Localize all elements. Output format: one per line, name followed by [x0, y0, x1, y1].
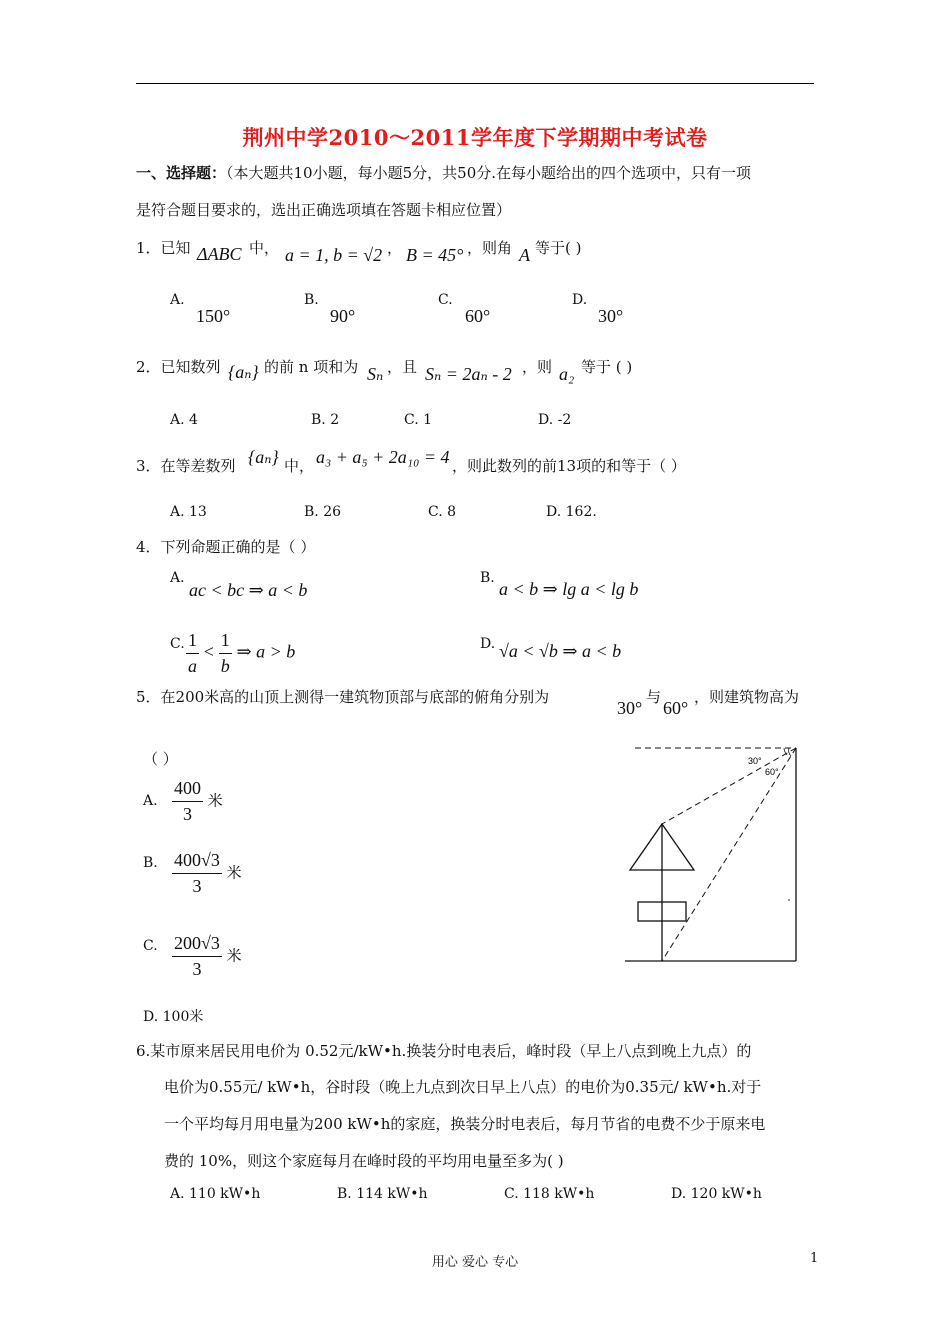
q6-option-a: A. 110 kW•h — [170, 1186, 261, 1202]
q5-b-den: 3 — [192, 876, 202, 896]
q1-option-d-value: 30° — [598, 306, 624, 326]
q4-c-num2: 1 — [219, 630, 232, 654]
q3-option-c: C. 8 — [428, 504, 457, 520]
q4-c-lt: < — [203, 641, 214, 662]
q4-c-den2: b — [220, 656, 230, 676]
section-intro-line1 — [136, 164, 751, 182]
question-5-prefix: 5．在200米高的山顶上测得一建筑物顶部与底部的俯角分别为 — [136, 688, 550, 706]
question-5-paren: （ ） — [143, 750, 178, 768]
q4-option-a-label: A. — [170, 570, 185, 586]
question-5-angle2: 60° — [663, 698, 689, 718]
q5-option-b-label: B. — [143, 855, 158, 871]
header-rule — [136, 83, 814, 84]
question-2-a2: a₂ — [559, 364, 575, 384]
question-1-tail: ，则角 — [467, 239, 513, 257]
q5-c-den: 3 — [192, 959, 202, 979]
q5-a-unit: 米 — [207, 791, 223, 810]
page-footer: 用心 爱心 专心 — [431, 1255, 519, 1270]
q5-c-num: 200√3 — [172, 933, 222, 957]
q1-option-a-label: A. — [170, 292, 185, 308]
q2-option-a: A. 4 — [170, 412, 198, 428]
q5-a-fraction — [172, 778, 203, 825]
figure-angle-30: 30° — [748, 756, 762, 766]
q5-option-a-label: A. — [143, 793, 158, 809]
question-1-mid: 中， — [249, 239, 280, 257]
q6-option-c: C. 118 kW•h — [504, 1186, 595, 1202]
q4-option-d-label: D. — [480, 636, 496, 652]
section-intro-text: （本大题共10小题，每小题5分，共50分.在每小题给出的四个选项中，只有一项 — [226, 164, 752, 182]
q4-option-c-label: C. — [170, 636, 185, 652]
q4-c-fraction-1 — [186, 630, 199, 677]
question-3-prefix: 3．在等差数列 — [136, 457, 236, 475]
q4-c-num1: 1 — [186, 630, 199, 654]
q2-option-c: C. 1 — [404, 412, 433, 428]
question-5-mid: 与 — [646, 688, 662, 706]
question-4-stem: 4．下列命题正确的是（ ） — [136, 538, 316, 556]
q5-option-c — [172, 933, 242, 980]
q4-c-rest: ⇒ a > b — [236, 641, 296, 662]
q3-option-d: D. 162. — [546, 504, 597, 520]
question-2-sn: Sₙ — [367, 364, 384, 384]
question-3-mid: 中， — [284, 457, 315, 475]
q1-option-b-label: B. — [304, 292, 319, 308]
question-1-cond1: a = 1, b = √2 — [285, 245, 383, 265]
q1-option-a-value: 150° — [196, 306, 231, 326]
question-2-eq: Sₙ = 2aₙ - 2 — [425, 364, 512, 384]
q4-option-c — [186, 630, 295, 677]
sight-line-bottom — [662, 748, 796, 961]
page-number: 1 — [810, 1251, 819, 1266]
q6-option-d: D. 120 kW•h — [671, 1186, 762, 1202]
question-2-prefix: 2．已知数列 — [136, 358, 221, 376]
question-3-end: ，则此数列的前13项的和等于（ ） — [452, 457, 686, 475]
question-1-var: A — [519, 245, 530, 265]
mountain-building-figure — [620, 742, 805, 967]
q5-a-num: 400 — [172, 778, 203, 802]
sight-line-top — [662, 748, 796, 824]
question-1-comma: ， — [387, 239, 403, 257]
question-5-end: ，则建筑物高为 — [694, 688, 800, 706]
question-3-seq: {aₙ} — [248, 447, 279, 467]
q1-option-b-value: 90° — [330, 306, 356, 326]
question-6-line4: 费的 10%，则这个家庭每月在峰时段的平均用电量至多为( ) — [164, 1152, 564, 1170]
question-1-triangle: ΔABC — [197, 244, 242, 264]
question-5-angle1: 30° — [617, 698, 643, 718]
q3-option-a: A. 13 — [170, 504, 207, 520]
question-6-line2: 电价为0.55元/ kW•h，谷时段（晚上九点到次日早上八点）的电价为0.35元/ kW•h.对于 — [164, 1078, 762, 1096]
q5-b-unit: 米 — [226, 863, 242, 882]
figure-angle-60: 60° — [765, 767, 779, 777]
q1-option-c-value: 60° — [465, 306, 491, 326]
question-6-line1: 6.某市原来居民用电价为 0.52元/kW•h.换装分时电表后，峰时段（早上八点到晚上九点）的 — [136, 1042, 752, 1060]
q4-option-b: a < b ⇒ lg a < lg b — [499, 579, 639, 599]
question-2-mid2: ，且 — [387, 358, 418, 376]
q5-option-c-label: C. — [143, 938, 158, 954]
q2-option-d: D. -2 — [538, 412, 572, 428]
question-2-mid: 的前 n 项和为 — [264, 358, 359, 376]
q3-option-b: B. 26 — [304, 504, 342, 520]
q5-c-fraction — [172, 933, 222, 980]
q4-option-b-label: B. — [480, 570, 495, 586]
question-1-end: 等于( ) — [535, 239, 582, 257]
question-2-end: 等于 ( ) — [581, 358, 633, 376]
q4-c-den1: a — [188, 656, 197, 676]
section-intro-line2: 是符合题目要求的，选出正确选项填在答题卡相应位置） — [136, 201, 512, 219]
angle-arc-60 — [789, 748, 791, 756]
q4-option-d: √a < √b ⇒ a < b — [499, 641, 622, 661]
q6-option-b: B. 114 kW•h — [337, 1186, 428, 1202]
question-3-eq: a₃ + a₅ + 2a₁₀ = 4 — [316, 447, 450, 467]
q4-c-fraction-2 — [219, 630, 232, 677]
q2-option-b: B. 2 — [311, 412, 340, 428]
figure-dot — [788, 899, 790, 901]
q5-c-unit: 米 — [226, 946, 242, 965]
q5-option-d: D. 100米 — [143, 1009, 204, 1025]
question-1-prefix: 1．已知 — [136, 239, 191, 257]
q5-option-b — [172, 850, 242, 897]
page-title: 荆州中学2010～2011学年度下学期期中考试卷 — [242, 125, 708, 150]
question-1-cond2: B = 45° — [406, 245, 464, 265]
q5-a-den: 3 — [183, 804, 192, 824]
question-2-tail: ，则 — [522, 358, 553, 376]
q5-option-a — [172, 778, 223, 825]
q4-option-a: ac < bc ⇒ a < b — [189, 580, 308, 600]
q1-option-c-label: C. — [438, 292, 453, 308]
question-2-seq: {aₙ} — [228, 362, 259, 382]
question-6-line3: 一个平均每月用电量为200 kW•h的家庭，换装分时电表后，每月节省的电费不少于原来电 — [164, 1115, 766, 1133]
q5-b-fraction — [172, 850, 222, 897]
q1-option-d-label: D. — [572, 292, 588, 308]
section-heading: 一、选择题： — [136, 164, 227, 182]
q5-b-num: 400√3 — [172, 850, 222, 874]
